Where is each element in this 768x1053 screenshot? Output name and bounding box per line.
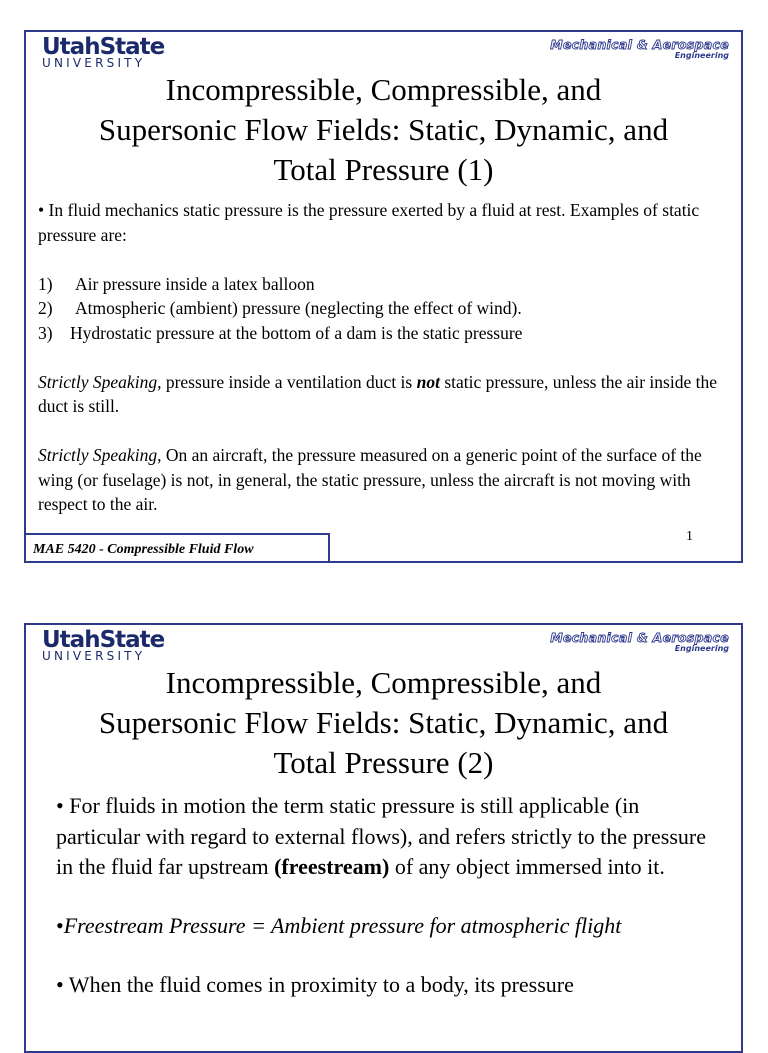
bullet-glyph: • (56, 913, 64, 938)
strictly-speaking-label: Strictly Speaking, (38, 371, 162, 392)
definition-text: Freestream Pressure = Ambient pressure for atmospheric flight (63, 913, 622, 938)
freestream-definition (56, 911, 716, 942)
duct-paragraph (38, 370, 718, 419)
slide-body (38, 198, 718, 517)
page-number: 1 (686, 529, 693, 544)
department-name: Mechanical & Aerospace (550, 37, 729, 52)
logo-wordmark: UtahState (42, 34, 165, 60)
slide-2 (24, 623, 743, 1053)
title-line: Total Pressure (2) (273, 745, 494, 780)
slide-title (26, 70, 741, 190)
list-number: 3) (38, 322, 53, 343)
list-text: Hydrostatic pressure at the bottom of a dam is the static pressure (70, 322, 523, 343)
slide-title (26, 663, 741, 783)
slide-1 (24, 30, 743, 563)
list-number: 1) (38, 273, 53, 294)
course-footer: MAE 5420 - Compressible Fluid Flow (24, 533, 330, 563)
list-item (38, 296, 718, 321)
logo-wordmark: UtahState (42, 627, 165, 653)
title-line: Supersonic Flow Fields: Static, Dynamic, and (98, 705, 669, 740)
title-line: Incompressible, Compressible, and (165, 72, 602, 107)
logo-subtitle: UNIVERSITY (42, 649, 146, 663)
department-subtitle: Engineering (674, 644, 729, 653)
title-line: Total Pressure (1) (273, 152, 494, 187)
aircraft-paragraph (38, 443, 718, 517)
logo-subtitle: UNIVERSITY (42, 56, 146, 70)
list-number: 2) (38, 298, 53, 318)
paragraph-text: On an aircraft, the pressure measured on a generic point of the surface of the wing (or fuselage) is not, in general, the static pressure, unless the aircraft is not moving with respect to the air. (38, 445, 702, 514)
intro-paragraph: • In fluid mechanics static pressure is the pressure exerted by a fluid at rest. Examples of static pressure are: (38, 200, 700, 245)
paragraph-text: pressure inside a ventilation duct is (161, 371, 417, 392)
title-line: Supersonic Flow Fields: Static, Dynamic, and (98, 112, 669, 147)
list-item (38, 272, 718, 297)
department-logo (550, 38, 729, 60)
paragraph-text: of any object immersed into it. (389, 854, 665, 879)
bullet-paragraph: • When the fluid comes in proximity to a body, its pressure (56, 972, 574, 997)
department-logo (550, 631, 729, 653)
list-text: Air pressure inside a latex balloon (75, 273, 315, 294)
emphasis-not: not (416, 371, 440, 392)
strictly-speaking-label: Strictly Speaking, (38, 445, 162, 465)
slide-body (56, 791, 716, 1001)
list-item (38, 321, 718, 346)
title-line: Incompressible, Compressible, and (165, 665, 602, 700)
freestream-term: (freestream) (274, 854, 390, 879)
utah-state-logo (42, 628, 164, 662)
list-text: Atmospheric (ambient) pressure (neglecting the effect of wind). (75, 298, 522, 318)
paragraph-text: • For fluids in motion the term static pressure is still applicable (in particular with regard to external flows), and refers strictly to the pressure in the fluid far upstream (56, 793, 706, 879)
paragraph-text: static pressure, unless the air inside the duct is still. (38, 371, 717, 416)
utah-state-logo (42, 35, 164, 69)
bullet-paragraph (56, 791, 716, 883)
department-name: Mechanical & Aerospace (550, 630, 729, 645)
department-subtitle: Engineering (674, 51, 729, 60)
